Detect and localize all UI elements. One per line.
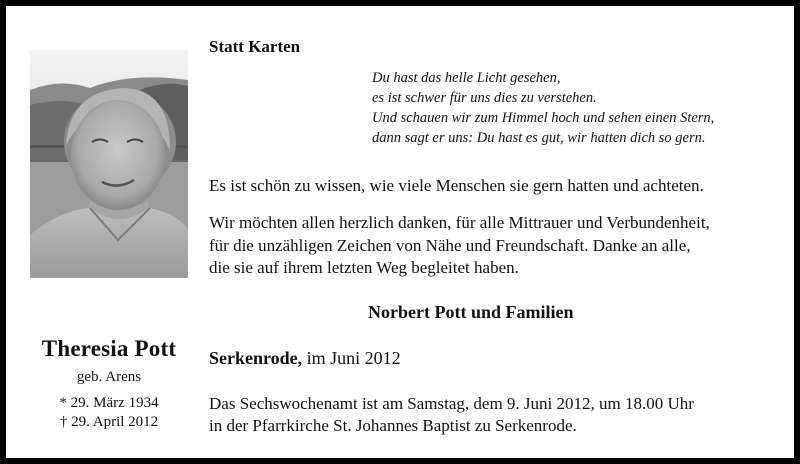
portrait-photo <box>30 50 188 278</box>
poem <box>372 68 714 148</box>
poem-line: Und schauen wir zum Himmel hoch und sehen einen Stern, <box>372 110 715 126</box>
death-date: † 29. April 2012 <box>59 414 159 430</box>
deceased-name: Theresia Pott <box>41 336 177 361</box>
poem-line: Du hast das helle Licht gesehen, <box>372 70 561 86</box>
birth-date: * 29. März 1934 <box>59 395 159 411</box>
signature: Norbert Pott und Familien <box>368 302 574 322</box>
maiden-name: geb. Arens <box>76 369 142 385</box>
paragraph-intro: Es ist schön zu wissen, wie viele Menschen sie gern hatten und achteten. <box>209 176 704 195</box>
service-notice <box>209 393 694 437</box>
notice-line: Das Sechswochenamt ist am Samstag, dem 9. Juni 2012, um 18.00 Uhr <box>209 394 694 413</box>
poem-line: dann sagt er uns: Du hast es gut, wir hatten dich so gern. <box>372 130 706 146</box>
portrait-image <box>30 50 188 278</box>
obituary-card <box>6 6 794 458</box>
place-date <box>209 348 401 369</box>
header-statt-karten: Statt Karten <box>209 37 301 56</box>
thanks-line: Wir möchten allen herzlich danken, für alle Mittrauer und Verbundenheit, <box>209 213 710 232</box>
place-date-text: im Juni 2012 <box>302 348 401 368</box>
poem-line: es ist schwer für uns dies zu verstehen. <box>372 90 597 106</box>
notice-line: in der Pfarrkirche St. Johannes Baptist zu Serkenrode. <box>209 416 577 435</box>
thanks-line: die sie auf ihrem letzten Weg begleitet haben. <box>209 258 519 277</box>
paragraph-thanks <box>209 212 710 280</box>
place-town: Serkenrode, <box>209 348 303 368</box>
thanks-line: für die unzähligen Zeichen von Nähe und Freundschaft. Danke an alle, <box>209 235 691 255</box>
